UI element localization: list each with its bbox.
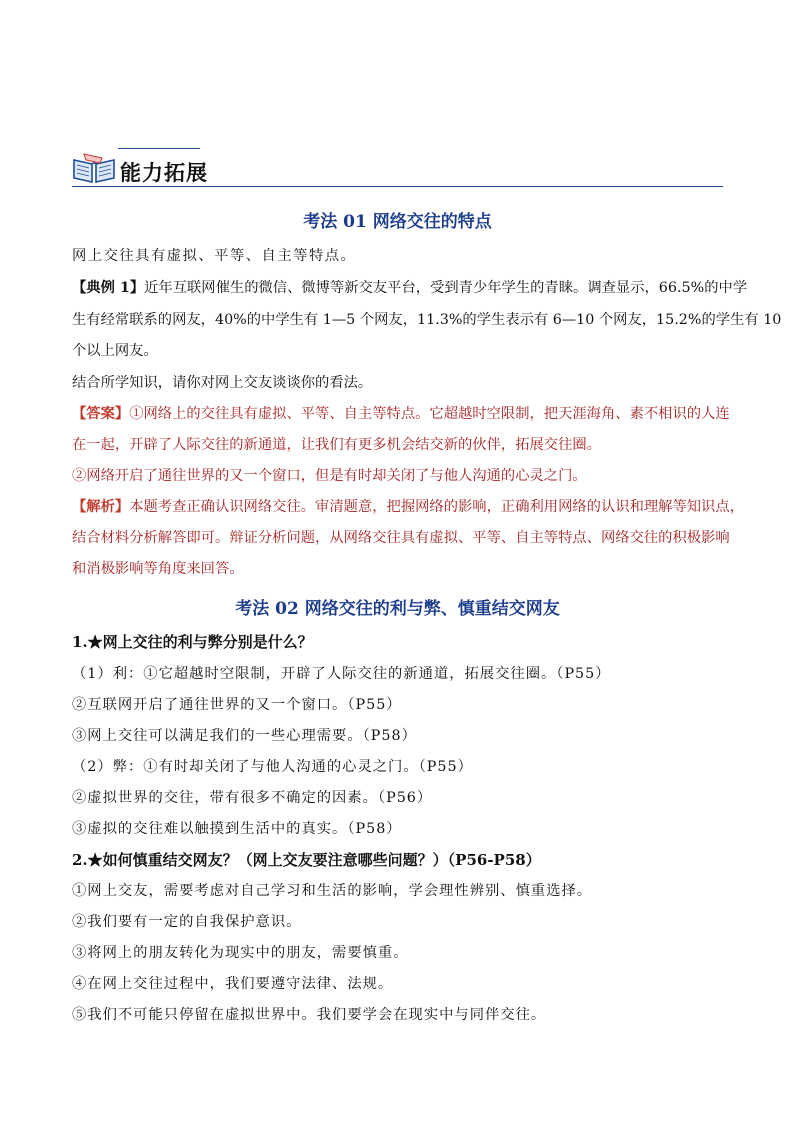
q1-line-6: ③虚拟的交往难以触摸到生活中的真实。（P58） bbox=[72, 821, 402, 837]
section-title: 能力拓展 bbox=[120, 161, 208, 185]
q2-line-1: ①网上交友，需要考虑对自己学习和生活的影响，学会理性辨别、慎重选择。 bbox=[72, 883, 593, 899]
q1-line-1: （1）利：①它超越时空限制，开辟了人际交往的新通道，拓展交往圈。（P55） bbox=[72, 666, 611, 682]
example-line-3: 个以上网友。 bbox=[72, 343, 158, 359]
question-2: 2.★如何慎重结交网友？（网上交友要注意哪些问题？）（P56-P58） bbox=[72, 851, 541, 869]
q2-line-2: ②我们要有一定的自我保护意识。 bbox=[72, 914, 302, 930]
answer-tag: 【答案】 bbox=[72, 406, 130, 422]
answer-line-1: 【答案】①网络上的交往具有虚拟、平等、自主等特点。它超越时空限制，把天涯海角、素不相识的人连 bbox=[72, 406, 730, 422]
q2-line-4: ④在网上交往过程中，我们要遵守法律、法规。 bbox=[72, 976, 394, 992]
example-line-1: 【典例 1】近年互联网催生的微信、微博等新交友平台，受到青少年学生的青睐。调查显示，66.5%的中学 bbox=[72, 280, 748, 296]
q1-line-4: （2）弊：①有时却关闭了与他人沟通的心灵之门。（P55） bbox=[72, 759, 473, 775]
analysis-line-1: 【解析】本题考查正确认识网络交往。审清题意，把握网络的影响，正确利用网络的认识和理解等知识点， bbox=[72, 499, 744, 515]
method1-intro: 网上交往具有虚拟、平等、自主等特点。 bbox=[72, 248, 357, 264]
q1-line-3: ③网上交往可以满足我们的一些心理需要。（P58） bbox=[72, 728, 417, 744]
q1-line-5: ②虚拟世界的交往，带有很多不确定的因素。（P56） bbox=[72, 790, 433, 806]
method2-title: 考法 02 网络交往的利与弊、慎重结交网友 bbox=[235, 599, 560, 619]
q1-line-2: ②互联网开启了通往世界的又一个窗口。（P55） bbox=[72, 697, 402, 713]
analysis-line-3: 和消极影响等角度来回答。 bbox=[72, 561, 244, 577]
q2-line-5: ⑤我们不可能只停留在虚拟世界中。我们要学会在现实中与同伴交往。 bbox=[72, 1007, 547, 1023]
example-question: 结合所学知识，请你对网上交友谈谈你的看法。 bbox=[72, 375, 373, 391]
header-accent-line bbox=[118, 148, 200, 149]
header-divider bbox=[72, 186, 723, 187]
answer-line-3: ②网络开启了通往世界的又一个窗口，但是有时却关闭了与他人沟通的心灵之门。 bbox=[72, 468, 587, 484]
analysis-tag: 【解析】 bbox=[72, 499, 130, 515]
analysis-line-2: 结合材料分析解答即可。辩证分析问题，从网络交往具有虚拟、平等、自主等特点、网络交往的积极影响 bbox=[72, 530, 730, 546]
answer-line-2: 在一起，开辟了人际交往的新通道，让我们有更多机会结交新的伙伴，拓展交往圈。 bbox=[72, 437, 601, 453]
method1-title: 考法 01 网络交往的特点 bbox=[303, 212, 492, 232]
example-tag: 【典例 1】 bbox=[72, 280, 145, 296]
q2-line-3: ③将网上的朋友转化为现实中的朋友，需要慎重。 bbox=[72, 945, 409, 961]
example-line-2: 生有经常联系的网友，40%的中学生有 1—5 个网友，11.3%的学生表示有 6—10 个网友，15.2%的学生有 10 bbox=[72, 312, 782, 328]
question-1: 1.★网上交往的利与弊分别是什么？ bbox=[72, 633, 313, 651]
book-icon bbox=[72, 152, 116, 184]
